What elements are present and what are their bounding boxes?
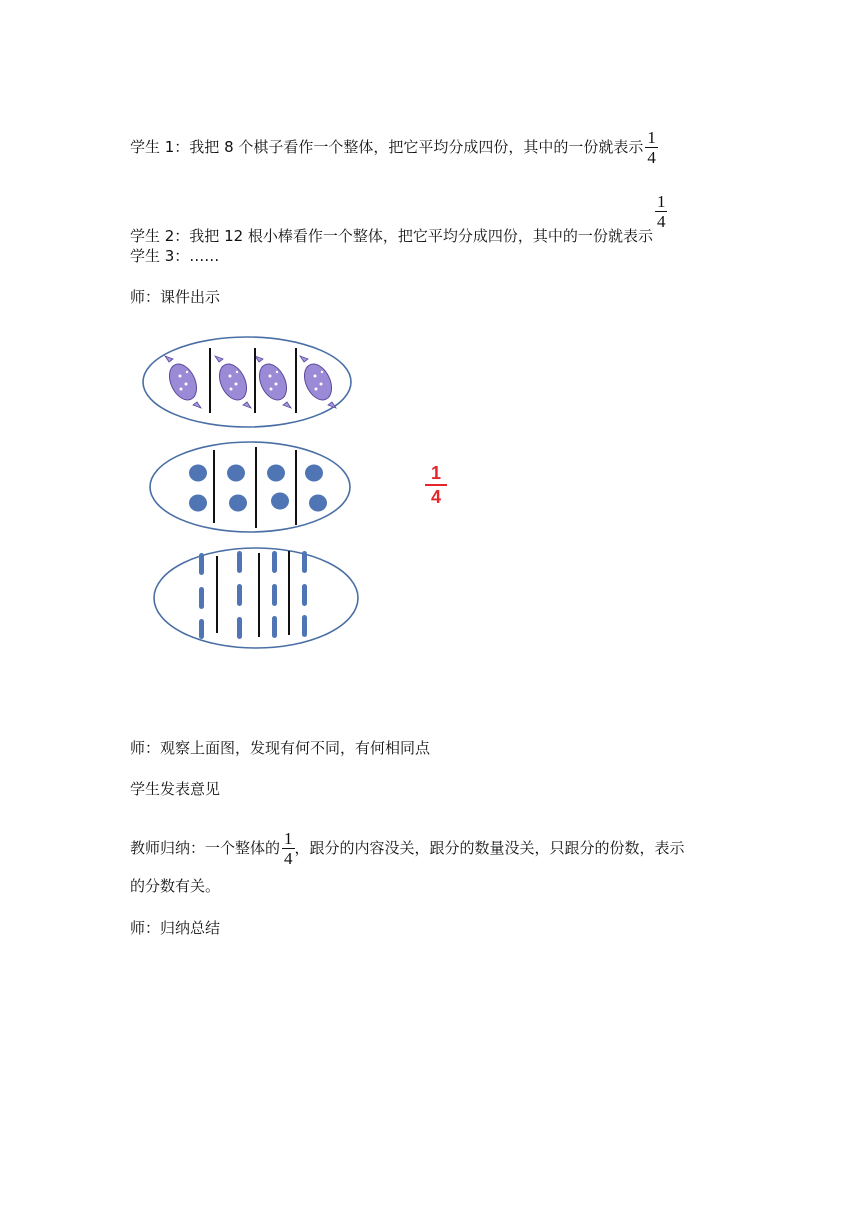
teacher-observe-line: 师：观察上面图，发现有何不同，有何相同点 bbox=[130, 739, 431, 757]
stick bbox=[237, 551, 242, 573]
stick bbox=[199, 587, 204, 609]
dot bbox=[189, 465, 207, 482]
teacher-conclude-line: 师：归纳总结 bbox=[130, 919, 221, 937]
dot bbox=[227, 465, 245, 482]
student3-line: 学生 3：…… bbox=[130, 247, 220, 265]
student2-line bbox=[130, 192, 667, 246]
stick bbox=[272, 616, 277, 638]
fraction-one-quarter: $\frac{1}{4}$ bbox=[656, 192, 666, 231]
candy-icon bbox=[299, 356, 337, 408]
candy-icon bbox=[254, 356, 292, 408]
summary-text-before: 教师归纳：一个整体的 bbox=[130, 839, 281, 857]
stick bbox=[302, 615, 307, 637]
fraction-one-quarter: $\frac{1}{4}$ bbox=[647, 128, 656, 167]
stick bbox=[302, 551, 307, 573]
stick bbox=[272, 551, 277, 573]
candy-group bbox=[143, 337, 351, 427]
group-ellipse bbox=[150, 442, 350, 532]
fraction-one-quarter: $\frac{1}{4}$ bbox=[284, 829, 293, 868]
dot bbox=[189, 495, 207, 512]
student1-text: 学生 1：我把 8 个棋子看作一个整体，把它平均分成四份，其中的一份就表示 bbox=[130, 138, 644, 156]
dot bbox=[309, 495, 327, 512]
dot bbox=[267, 465, 285, 482]
candy-icon bbox=[164, 356, 202, 408]
group-ellipse bbox=[154, 548, 358, 648]
fraction-illustration bbox=[130, 325, 370, 655]
stick bbox=[272, 584, 277, 606]
student2-text: 学生 2：我把 12 根小棒看作一个整体，把它平均分成四份，其中的一份就表示 bbox=[130, 227, 653, 245]
student-opinion-line: 学生发表意见 bbox=[130, 780, 221, 798]
stick bbox=[199, 553, 204, 575]
dot bbox=[229, 495, 247, 512]
teacher-summary-line bbox=[130, 829, 685, 868]
stick bbox=[199, 619, 204, 639]
teacher-summary-line-2: 的分数有关。 bbox=[130, 877, 221, 895]
teacher-show-line: 师：课件出示 bbox=[130, 288, 221, 306]
dot bbox=[305, 465, 323, 482]
candy-icon bbox=[214, 356, 252, 408]
stick bbox=[237, 617, 242, 639]
stick-group bbox=[154, 548, 358, 648]
stick bbox=[302, 584, 307, 606]
dot bbox=[271, 493, 289, 510]
red-fraction-one-quarter: $\frac{1}{4}$ bbox=[425, 462, 447, 508]
student1-line bbox=[130, 128, 658, 167]
stick bbox=[237, 584, 242, 606]
dot-group bbox=[150, 442, 350, 532]
summary-text-after: ，跟分的内容没关，跟分的数量没关，只跟分的份数，表示 bbox=[294, 839, 685, 857]
